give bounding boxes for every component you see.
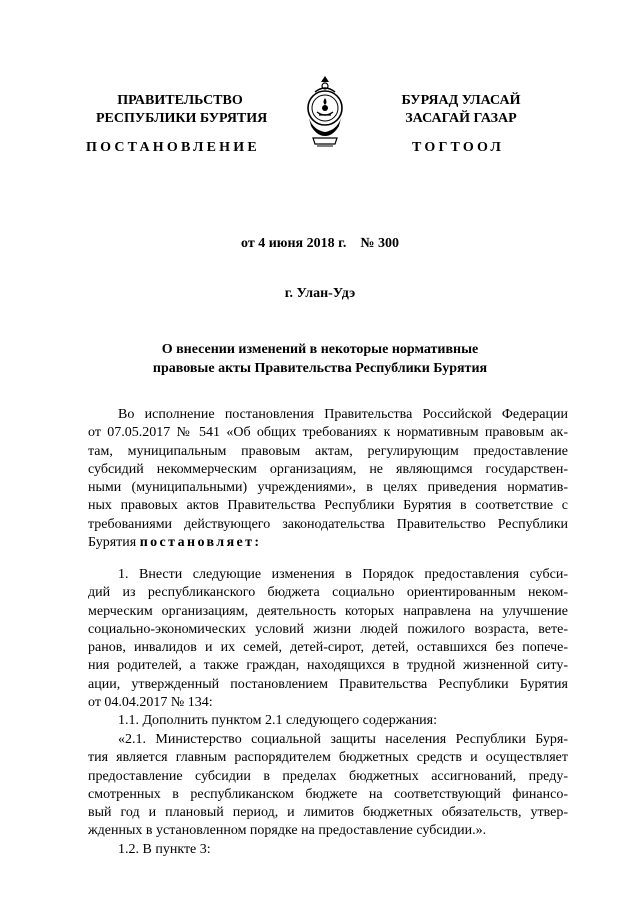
title-line1: О внесении изменений в некоторые нормативные	[161, 342, 479, 357]
quote-line: тия является главным распорядителем бюджетных средств и осуществляет	[88, 750, 568, 766]
preamble-last-line	[88, 534, 568, 552]
issuer-left-line2: РЕСПУБЛИКИ БУРЯТИЯ	[96, 111, 268, 126]
issuer-right	[386, 92, 536, 128]
quote-line: «2.1. Министерство социальной защиты населения Республики Буря-	[118, 732, 568, 747]
preamble-line: субсидий некоммерческим организациям, не являющимся государствен-	[88, 461, 568, 477]
document-title	[0, 340, 640, 378]
item-1-line: 1. Внести следующие изменения в Порядок предоставления субси-	[118, 567, 568, 582]
preamble-line: от 07.05.2017 № 541 «Об общих требованиях к нормативным правовым ак-	[88, 425, 568, 441]
title-line2: правовые акты Правительства Республики Бурятия	[152, 361, 488, 376]
item-1-line: мерческим организациям, деятельность которых направлена на улучшение	[88, 603, 568, 619]
city: г. Улан-Удэ	[284, 286, 356, 301]
quote-line: вый год и плановый период, и лимитов бюджетных обязательств, утвер-	[88, 805, 568, 821]
item-1-line: ния родителей, а также граждан, находящихся в трудной жизненной ситу-	[88, 658, 568, 674]
issuer-right-line1: БУРЯАД УЛАСАЙ	[401, 93, 521, 108]
item-1-paragraph	[88, 566, 568, 731]
item-1-line: от 04.04.2017 № 134:	[88, 695, 213, 711]
item-1-line: ации, утвержденный постановлением Правительства Республики Бурятия	[88, 676, 568, 692]
issuer-left	[96, 92, 268, 128]
date-number: от 4 июня 2018 г. № 300	[241, 236, 399, 251]
item-1-line: ранов, инвалидов и их семей, детей-сирот, детей, оставшихся без попече-	[88, 640, 568, 656]
preamble-line: там, муниципальным правовым актам, регулирующим предоставление	[88, 443, 568, 459]
preamble-line: ными (муниципальными) учреждениями», в целях приведения норматив-	[88, 480, 568, 496]
preamble-paragraph	[88, 406, 568, 552]
doc-type-right: ТОГТООЛ	[412, 140, 505, 155]
quote-line: смотренных в республиканском бюджете на соответствующий финансо-	[88, 786, 568, 802]
quote-line: жденных в установленном порядке на предоставление субсидии.».	[88, 823, 487, 839]
preamble-last-prefix: Бурятия	[88, 535, 140, 551]
preamble-line: ных правовых актов Правительства Республики Бурятия в соответствие с	[88, 498, 568, 514]
item-1-line: дий из республиканского бюджета социально ориентированным неком-	[88, 585, 568, 601]
item-1-line: социально-экономических условий жизни людей пожилого возраста, вете-	[88, 621, 568, 637]
issuer-left-line1: ПРАВИТЕЛЬСТВО	[117, 93, 243, 108]
coat-of-arms-icon	[303, 74, 347, 152]
quote-paragraph	[88, 731, 568, 859]
quote-line: предоставление субсидии в пределах бюджетных ассигнований, преду-	[88, 768, 568, 784]
preamble-line: Во исполнение постановления Правительства Российской Федерации	[118, 407, 568, 422]
issuer-right-line2: ЗАСАГАЙ ГАЗАР	[405, 111, 517, 126]
resolves-word: постановляет:	[139, 535, 262, 551]
doc-type-left: ПОСТАНОВЛЕНИЕ	[86, 140, 260, 155]
item-1-2: 1.2. В пункте 3:	[118, 841, 211, 857]
preamble-line: требованиями действующего законодательства Правительство Республики	[88, 516, 568, 532]
item-1-1: 1.1. Дополнить пунктом 2.1 следующего содержания:	[118, 713, 438, 729]
